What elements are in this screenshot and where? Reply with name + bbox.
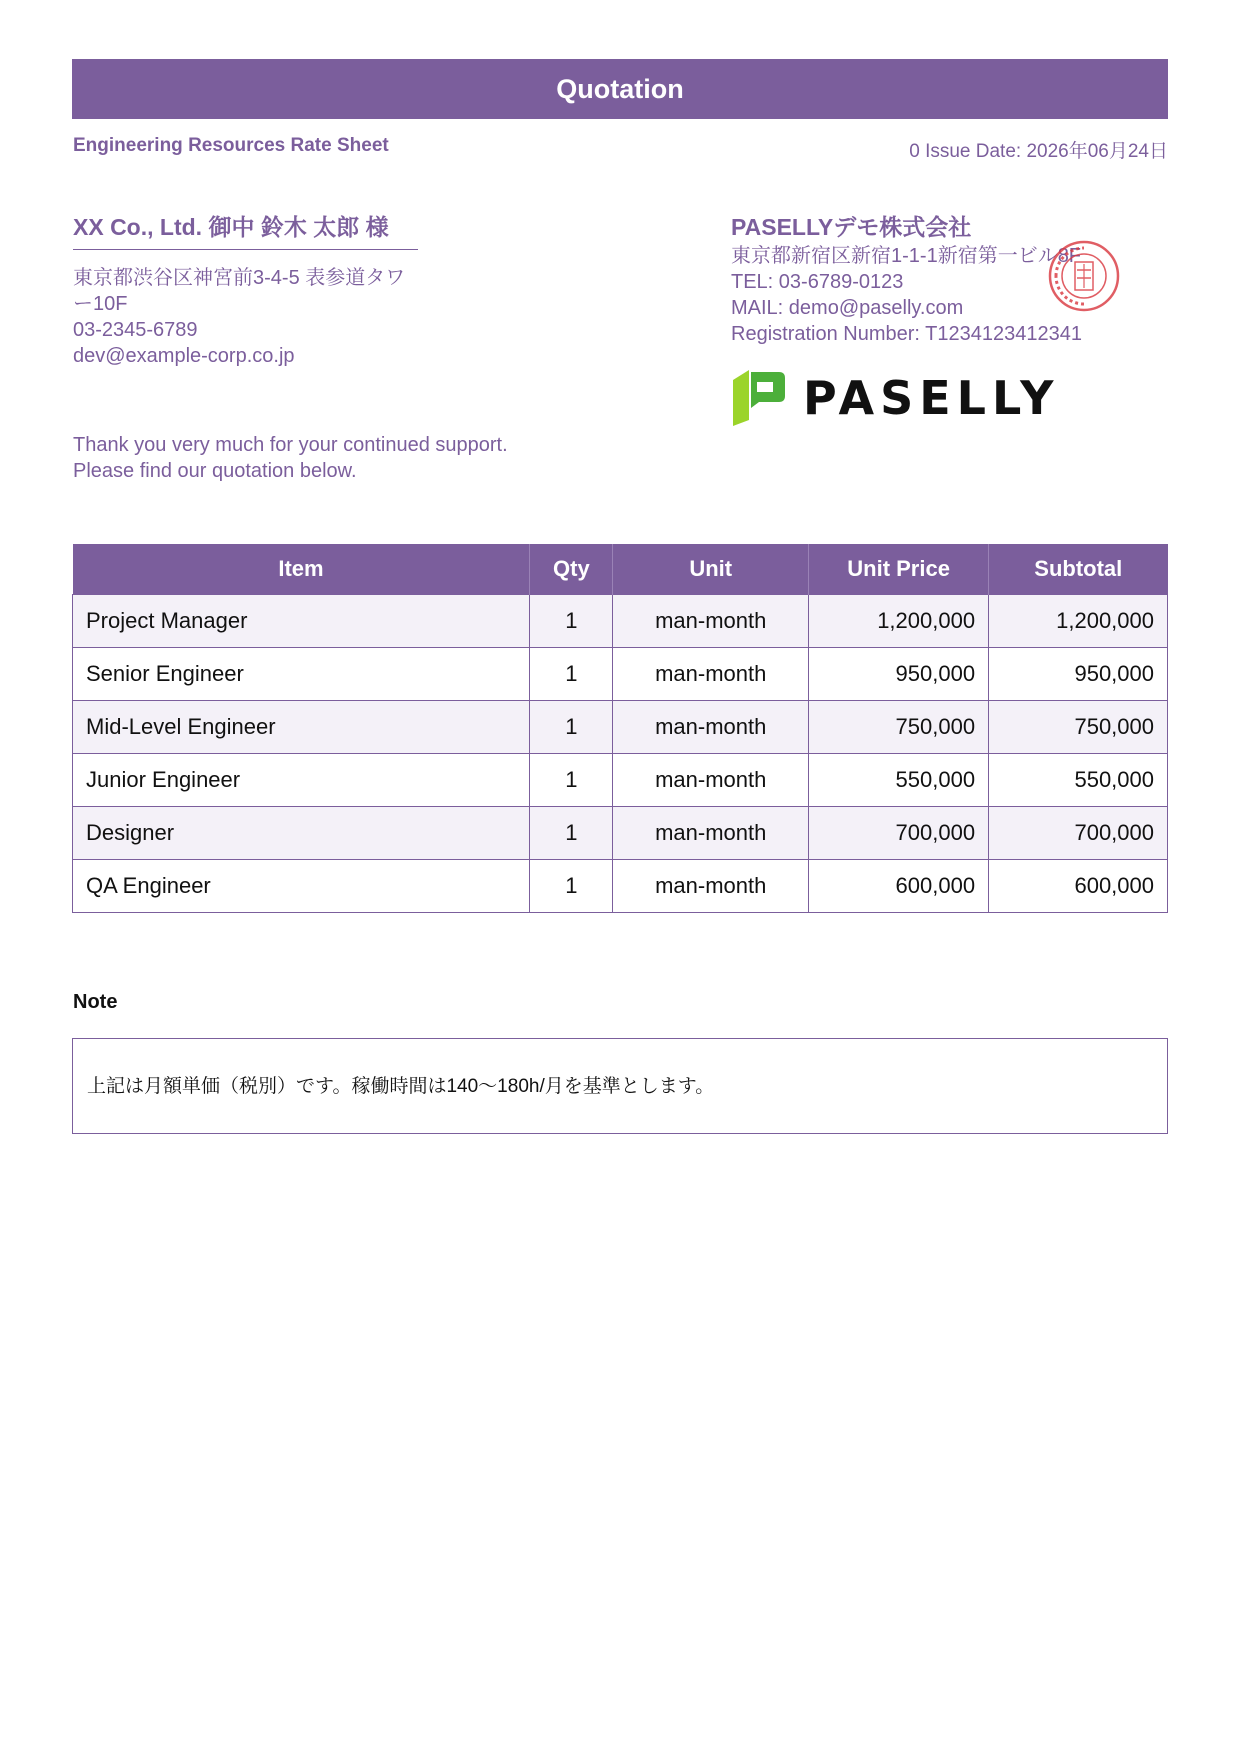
cell-unit-price: 1,200,000 [809, 594, 989, 647]
header-qty: Qty [530, 544, 613, 594]
cell-subtotal: 600,000 [989, 859, 1168, 912]
cell-unit-price: 550,000 [809, 753, 989, 806]
greeting-line-1: Thank you very much for your continued support. [73, 434, 508, 456]
cell-qty: 1 [530, 806, 613, 859]
cell-qty: 1 [530, 700, 613, 753]
cell-item: Project Manager [73, 594, 530, 647]
cell-qty: 1 [530, 647, 613, 700]
table-row [73, 700, 1168, 753]
company-seal-icon [1048, 240, 1120, 312]
issuer-name: PASELLYデモ株式会社 [731, 214, 972, 240]
note-box [72, 1038, 1168, 1134]
table-row [73, 859, 1168, 912]
client-email: dev@example-corp.co.jp [73, 345, 295, 367]
issuer-mail: MAIL: demo@paselly.com [731, 297, 964, 319]
cell-subtotal: 700,000 [989, 806, 1168, 859]
greeting-line-2: Please find our quotation below. [73, 460, 357, 482]
table-row [73, 806, 1168, 859]
cell-subtotal: 1,200,000 [989, 594, 1168, 647]
document-title: Quotation [72, 59, 1168, 119]
cell-qty: 1 [530, 753, 613, 806]
cell-unit: man-month [613, 647, 809, 700]
cell-subtotal: 750,000 [989, 700, 1168, 753]
header-unit-price: Unit Price [809, 544, 989, 594]
issuer-registration: Registration Number: T1234123412341 [731, 323, 1082, 345]
cell-item: Designer [73, 806, 530, 859]
note-text: 上記は月額単価（税別）です。稼働時間は140〜180h/月を基準とします。 [87, 1076, 715, 1097]
cell-unit: man-month [613, 859, 809, 912]
issuer-address: 東京都新宿区新宿1-1-1新宿第一ビル8F [731, 245, 1082, 267]
paselly-logo [731, 368, 1061, 428]
issuer-tel: TEL: 03-6789-0123 [731, 271, 904, 293]
header-unit: Unit [613, 544, 809, 594]
cell-qty: 1 [530, 594, 613, 647]
client-address: 東京都渋谷区神宮前3-4-5 表参道タワー10F [73, 267, 406, 315]
client-name: XX Co., Ltd. 御中 鈴木 太郎 様 [73, 213, 418, 250]
issue-date: 0 Issue Date: 2026年06月24日 [909, 141, 1168, 162]
cell-unit: man-month [613, 594, 809, 647]
cell-unit-price: 700,000 [809, 806, 989, 859]
cell-unit: man-month [613, 700, 809, 753]
table-row [73, 647, 1168, 700]
cell-unit-price: 750,000 [809, 700, 989, 753]
client-block [73, 213, 418, 369]
svg-text:PASELLY: PASELLY [803, 371, 1060, 425]
note-label: Note [73, 991, 118, 1013]
table-row [73, 594, 1168, 647]
cell-item: Junior Engineer [73, 753, 530, 806]
cell-item: Senior Engineer [73, 647, 530, 700]
header-subtotal: Subtotal [989, 544, 1168, 594]
header-item: Item [73, 544, 530, 594]
table-header-row [73, 544, 1168, 594]
cell-unit-price: 950,000 [809, 647, 989, 700]
cell-subtotal: 950,000 [989, 647, 1168, 700]
cell-unit-price: 600,000 [809, 859, 989, 912]
items-table [72, 544, 1168, 913]
cell-subtotal: 550,000 [989, 753, 1168, 806]
cell-qty: 1 [530, 859, 613, 912]
document-subtitle: Engineering Resources Rate Sheet [73, 135, 389, 156]
cell-item: Mid-Level Engineer [73, 700, 530, 753]
table-row [73, 753, 1168, 806]
cell-item: QA Engineer [73, 859, 530, 912]
greeting [73, 432, 508, 484]
cell-unit: man-month [613, 806, 809, 859]
client-phone: 03-2345-6789 [73, 319, 198, 341]
cell-unit: man-month [613, 753, 809, 806]
